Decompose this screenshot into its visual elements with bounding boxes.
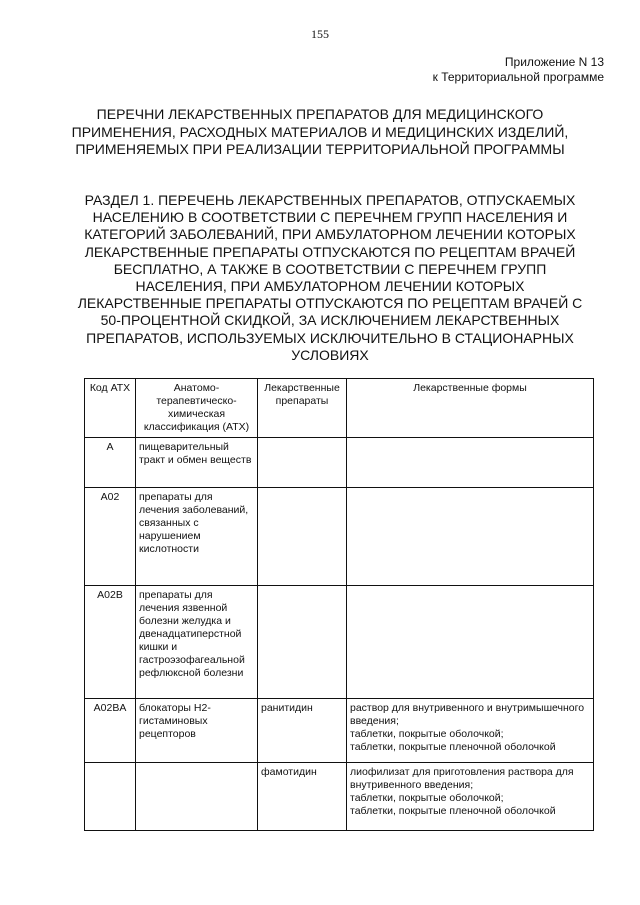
cell-code: A02	[85, 488, 136, 586]
table-row	[85, 699, 594, 763]
document-title: ПЕРЕЧНИ ЛЕКАРСТВЕННЫХ ПРЕПАРАТОВ ДЛЯ МЕДИЦИНСКОГО ПРИМЕНЕНИЯ, РАСХОДНЫХ МАТЕРИАЛОВ И МЕДИЦИНСКИХ ИЗДЕЛИЙ, ПРИМЕНЯЕМЫХ ПРИ РЕАЛИЗАЦИИ ТЕРРИТОРИАЛЬНОЙ ПРОГРАММЫ	[71, 106, 569, 157]
cell-forms	[347, 488, 594, 586]
appendix-line-2: к Территориальной программе	[432, 70, 604, 84]
cell-code	[85, 763, 136, 831]
dosage-form-item: таблетки, покрытые оболочкой;	[350, 728, 504, 740]
page-number: 155	[311, 27, 329, 41]
dosage-form-item: таблетки, покрытые оболочкой;	[350, 792, 504, 804]
dosage-form-item: лиофилизат для приготовления раствора для внутривенного введения;	[350, 766, 574, 791]
cell-classification: блокаторы H2-гистаминовых рецепторов	[136, 699, 258, 763]
table-row	[85, 438, 594, 488]
section-title: РАЗДЕЛ 1. ПЕРЕЧЕНЬ ЛЕКАРСТВЕННЫХ ПРЕПАРАТОВ, ОТПУСКАЕМЫХ НАСЕЛЕНИЮ В СООТВЕТСТВИИ С ПЕРЕЧНЕМ ГРУПП НАСЕЛЕНИЯ И КАТЕГОРИЙ ЗАБОЛЕВАНИЙ, ПРИ АМБУЛАТОРНОМ ЛЕЧЕНИИ КОТОРЫХ ЛЕКАРСТВЕННЫЕ ПРЕПАРАТЫ ОТПУСКАЮТСЯ ПО РЕЦЕПТАМ ВРАЧЕЙ БЕСПЛАТНО, А ТАКЖЕ В СООТВЕТСТВИИ С ПЕРЕЧНЕМ ГРУПП НАСЕЛЕНИЯ, ПРИ АМБУЛАТОРНОМ ЛЕЧЕНИИ КОТОРЫХ ЛЕКАРСТВЕННЫЕ ПРЕПАРАТЫ ОТПУСКАЮТСЯ ПО РЕЦЕПТАМ ВРАЧЕЙ С 50-ПРОЦЕНТНОЙ СКИДКОЙ, ЗА ИСКЛЮЧЕНИЕМ ЛЕКАРСТВЕННЫХ ПРЕПАРАТОВ, ИСПОЛЬЗУЕМЫХ ИСКЛЮЧИТЕЛЬНО В СТАЦИОНАРНЫХ УСЛОВИЯХ	[77, 192, 583, 363]
cell-code: A02B	[85, 586, 136, 699]
cell-classification	[136, 763, 258, 831]
cell-classification: пищеварительный тракт и обмен веществ	[136, 438, 258, 488]
table-row	[85, 763, 594, 831]
cell-drug: ранитидин	[258, 699, 347, 763]
table-header-row	[85, 379, 594, 438]
cell-forms	[347, 763, 594, 831]
cell-code: A02BA	[85, 699, 136, 763]
header-drugs: Лекарственные препараты	[258, 379, 347, 438]
header-forms: Лекарственные формы	[347, 379, 594, 438]
appendix-note	[433, 55, 604, 85]
table-body	[85, 438, 594, 831]
cell-classification: препараты для лечения заболеваний, связанных с нарушением кислотности	[136, 488, 258, 586]
cell-forms	[347, 699, 594, 763]
cell-forms	[347, 586, 594, 699]
dosage-form-item: таблетки, покрытые пленочной оболочкой	[350, 741, 556, 753]
appendix-line-1: Приложение N 13	[504, 55, 604, 69]
cell-drug: фамотидин	[258, 763, 347, 831]
table-row	[85, 488, 594, 586]
atx-table	[84, 378, 594, 831]
dosage-form-item: раствор для внутривенного и внутримышечного введения;	[350, 702, 585, 727]
cell-code: A	[85, 438, 136, 488]
cell-drug	[258, 586, 347, 699]
cell-drug	[258, 438, 347, 488]
dosage-form-item: таблетки, покрытые пленочной оболочкой	[350, 805, 556, 817]
table-row	[85, 586, 594, 699]
header-classification: Анатомо-терапевтическо-химическая классификация (АТХ)	[136, 379, 258, 438]
cell-classification: препараты для лечения язвенной болезни желудка и двенадцатиперстной кишки и гастроэзофагеальной рефлюксной болезни	[136, 586, 258, 699]
header-code: Код АТХ	[85, 379, 136, 438]
cell-drug	[258, 488, 347, 586]
cell-forms	[347, 438, 594, 488]
